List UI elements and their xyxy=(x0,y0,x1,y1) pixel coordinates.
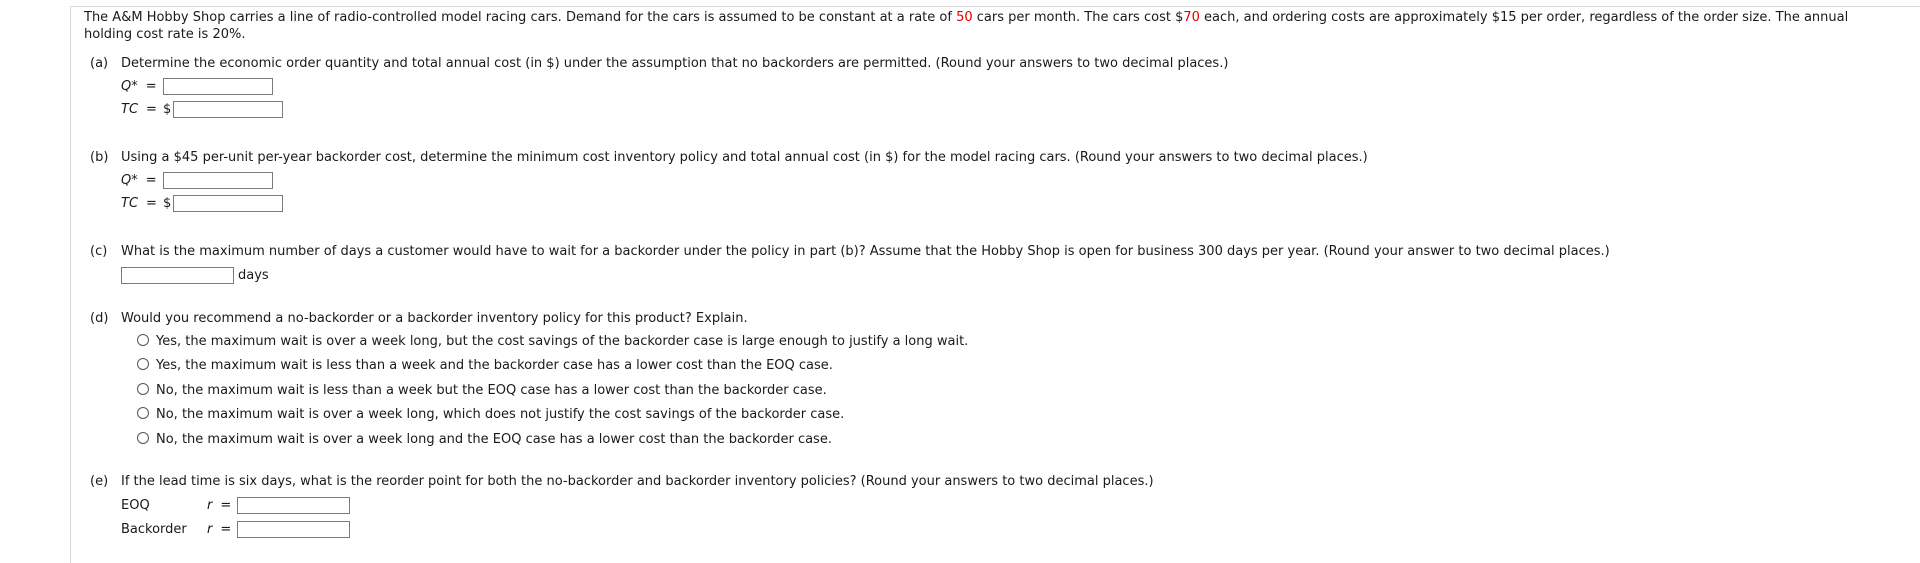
option-label: No, the maximum wait is less than a week but the EOQ case has a lower cost than the backorder case. xyxy=(156,383,827,398)
part-c-question xyxy=(90,243,1610,260)
part-e-letter: (e) xyxy=(90,474,109,489)
part-c-letter: (c) xyxy=(90,244,108,259)
radio-button[interactable] xyxy=(137,383,149,395)
r-label: r xyxy=(207,498,213,513)
r-label: r xyxy=(207,522,213,537)
option-label: Yes, the maximum wait is over a week long, but the cost savings of the backorder case is large enough to justify a long wait. xyxy=(156,334,969,349)
intro-text-1: The A&M Hobby Shop carries a line of radio-controlled model racing cars. Demand for the cars is assumed to be constant at a rate of xyxy=(84,10,957,25)
eoq-label: EOQ xyxy=(121,498,150,513)
part-e-backorder-input[interactable] xyxy=(237,521,350,538)
part-e-eoq-row xyxy=(121,496,350,516)
part-c-days-row xyxy=(121,266,269,286)
option-label: Yes, the maximum wait is less than a week and the backorder case has a lower cost than the EOQ case. xyxy=(156,358,833,373)
part-d-text: Would you recommend a no-backorder or a backorder inventory policy for this product? Explain. xyxy=(121,311,748,326)
part-b-tc-row xyxy=(121,194,283,214)
problem-statement xyxy=(84,9,1874,43)
part-a-letter: (a) xyxy=(90,56,109,71)
radio-button[interactable] xyxy=(137,358,149,370)
radio-button[interactable] xyxy=(137,334,149,346)
equals-sign: = xyxy=(220,498,232,513)
backorder-label: Backorder xyxy=(121,522,187,537)
part-d-question xyxy=(90,310,748,327)
part-a-tc-row xyxy=(121,100,283,120)
radio-button[interactable] xyxy=(137,432,149,444)
dollar-sign: $ xyxy=(162,102,172,117)
part-c-text: What is the maximum number of days a customer would have to wait for a backorder under the policy in part (b)? Assume that the Hobby Shop is open for business 300 days per year. (Round your answer to two decimal places.) xyxy=(121,244,1610,259)
q-star-label: Q* xyxy=(121,79,138,94)
part-d-option[interactable] xyxy=(137,431,832,449)
intro-text-3: each, and ordering costs are approximately $15 per order, regardless of the order size. The annual holding cost rate is 20%. xyxy=(84,10,1849,42)
part-e-question xyxy=(90,473,1154,490)
part-d-letter: (d) xyxy=(90,311,109,326)
part-b-text: Using a $45 per-unit per-year backorder cost, determine the minimum cost inventory policy and total annual cost (in $) for the model racing cars. (Round your answers to two decimal places.) xyxy=(121,150,1368,165)
part-e-backorder-row xyxy=(121,520,350,540)
part-d-option[interactable] xyxy=(137,333,968,351)
part-c-days-input[interactable] xyxy=(121,267,234,284)
cost-value: 70 xyxy=(1183,10,1200,25)
dollar-sign: $ xyxy=(162,196,172,211)
option-label: No, the maximum wait is over a week long, which does not justify the cost savings of the backorder case. xyxy=(156,407,845,422)
option-label: No, the maximum wait is over a week long and the EOQ case has a lower cost than the backorder case. xyxy=(156,432,832,447)
part-b-tc-input[interactable] xyxy=(173,195,283,212)
part-d-option[interactable] xyxy=(137,382,827,400)
part-b-q-row xyxy=(121,171,273,191)
part-a-question xyxy=(90,55,1228,72)
part-e-text: If the lead time is six days, what is the reorder point for both the no-backorder and backorder inventory policies? (Round your answers to two decimal places.) xyxy=(121,474,1154,489)
intro-text-2: cars per month. The cars cost $ xyxy=(972,10,1184,25)
demand-value: 50 xyxy=(956,10,973,25)
equals-sign: = xyxy=(220,522,232,537)
part-a-tc-input[interactable] xyxy=(173,101,283,118)
equals-sign: = xyxy=(145,173,157,188)
part-b-q-input[interactable] xyxy=(163,172,273,189)
radio-button[interactable] xyxy=(137,407,149,419)
part-a-text: Determine the economic order quantity and total annual cost (in $) under the assumption that no backorders are permitted. (Round your answers to two decimal places.) xyxy=(121,56,1229,71)
part-a-q-input[interactable] xyxy=(163,78,273,95)
equals-sign: = xyxy=(145,79,157,94)
equals-sign: = xyxy=(146,102,157,117)
equals-sign: = xyxy=(146,196,157,211)
tc-label: TC xyxy=(121,102,139,117)
part-d-option[interactable] xyxy=(137,357,833,375)
q-star-label: Q* xyxy=(121,173,138,188)
part-b-question xyxy=(90,149,1368,166)
part-b-letter: (b) xyxy=(90,150,109,165)
part-d-option[interactable] xyxy=(137,406,844,424)
part-e-eoq-input[interactable] xyxy=(237,497,350,514)
tc-label: TC xyxy=(121,196,139,211)
part-a-q-row xyxy=(121,77,273,97)
days-unit: days xyxy=(238,268,269,283)
